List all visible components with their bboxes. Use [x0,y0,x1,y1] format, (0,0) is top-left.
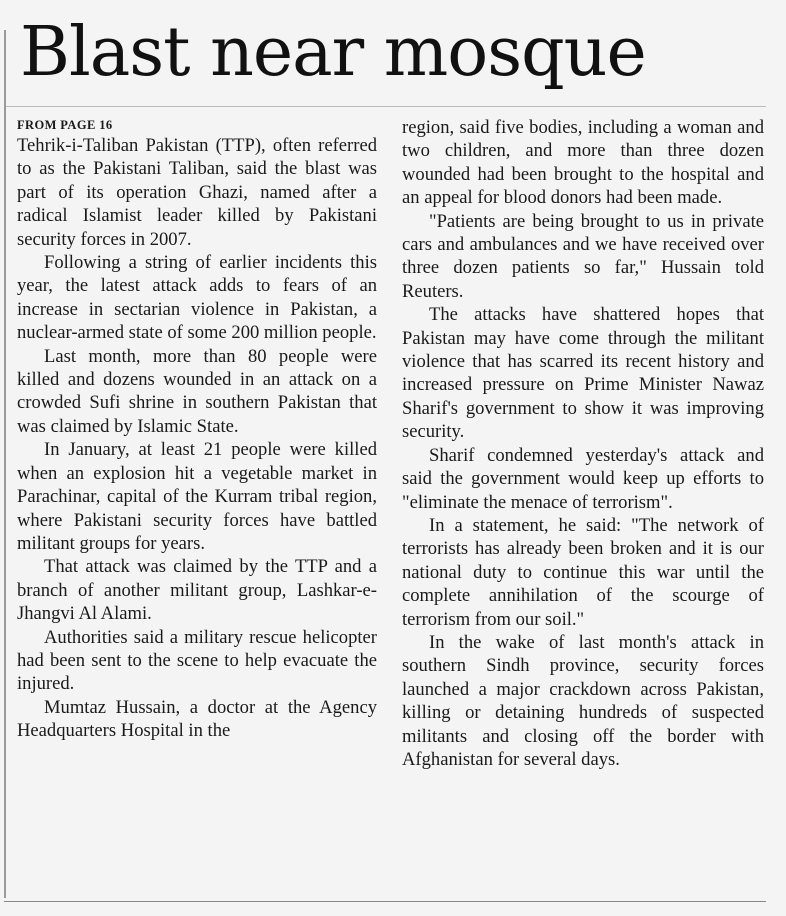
paragraph: Authorities said a military rescue helicopter had been sent to the scene to help evacuate the injured. [17,626,377,695]
article-column-left [17,116,377,743]
paragraph: In January, at least 21 people were killed when an explosion hit a vegetable market in Parachinar, capital of the Kurram tribal region, where Pakistani security forces have battled militant groups for years. [17,439,377,554]
bottom-border-rule [4,901,766,902]
paragraph: Sharif condemned yesterday's attack and said the government would keep up efforts to "eliminate the menace of terrorism". [402,444,764,513]
paragraph: That attack was claimed by the TTP and a branch of another militant group, Lashkar-e-Jhangvi Al Alami. [17,556,377,625]
paragraph: Mumtaz Hussain, a doctor at the Agency Headquarters Hospital in the [17,696,377,742]
paragraph: region, said five bodies, including a woman and two children, and more than three dozen wounded had been brought to the hospital and an appeal for blood donors had been made. [402,117,764,209]
continuation-kicker: FROM PAGE 16 [17,118,113,132]
paragraph: In the wake of last month's attack in southern Sindh province, security forces launched a major crackdown across Pakistan, killing or detaining hundreds of suspected militants and closing off the border with Afghanistan for several days. [402,631,764,770]
paragraph: The attacks have shattered hopes that Pakistan may have come through the militant violence that has scarred its recent history and increased pressure on Prime Minister Nawaz Sharif's government to show it was improving security. [402,304,764,443]
article-column-right [402,116,764,771]
paragraph: Last month, more than 80 people were killed and dozens wounded in an attack on a crowded Sufi shrine in southern Pakistan that was claimed by Islamic State. [17,345,377,437]
paragraph: "Patients are being brought to us in private cars and ambulances and we have received over three dozen patients so far," Hussain told Reuters. [402,210,764,302]
headline: Blast near mosque [20,13,646,92]
paragraph: Following a string of earlier incidents this year, the latest attack adds to fears of an increase in sectarian violence in Pakistan, a nuclear-armed state of some 200 million people. [17,252,377,344]
paragraph: Tehrik-i-Taliban Pakistan (TTP), often referred to as the Pakistani Taliban, said the blast was part of its operation Ghazi, named after a radical Islamist leader killed by Pakistani security forces in 2007. [17,135,377,250]
paragraph: In a statement, he said: "The network of terrorists has already been broken and it is our national duty to continue this war until the complete annihilation of the scourge of terrorism from our soil." [402,514,764,630]
left-border-rule [4,30,6,898]
headline-divider [6,106,766,107]
